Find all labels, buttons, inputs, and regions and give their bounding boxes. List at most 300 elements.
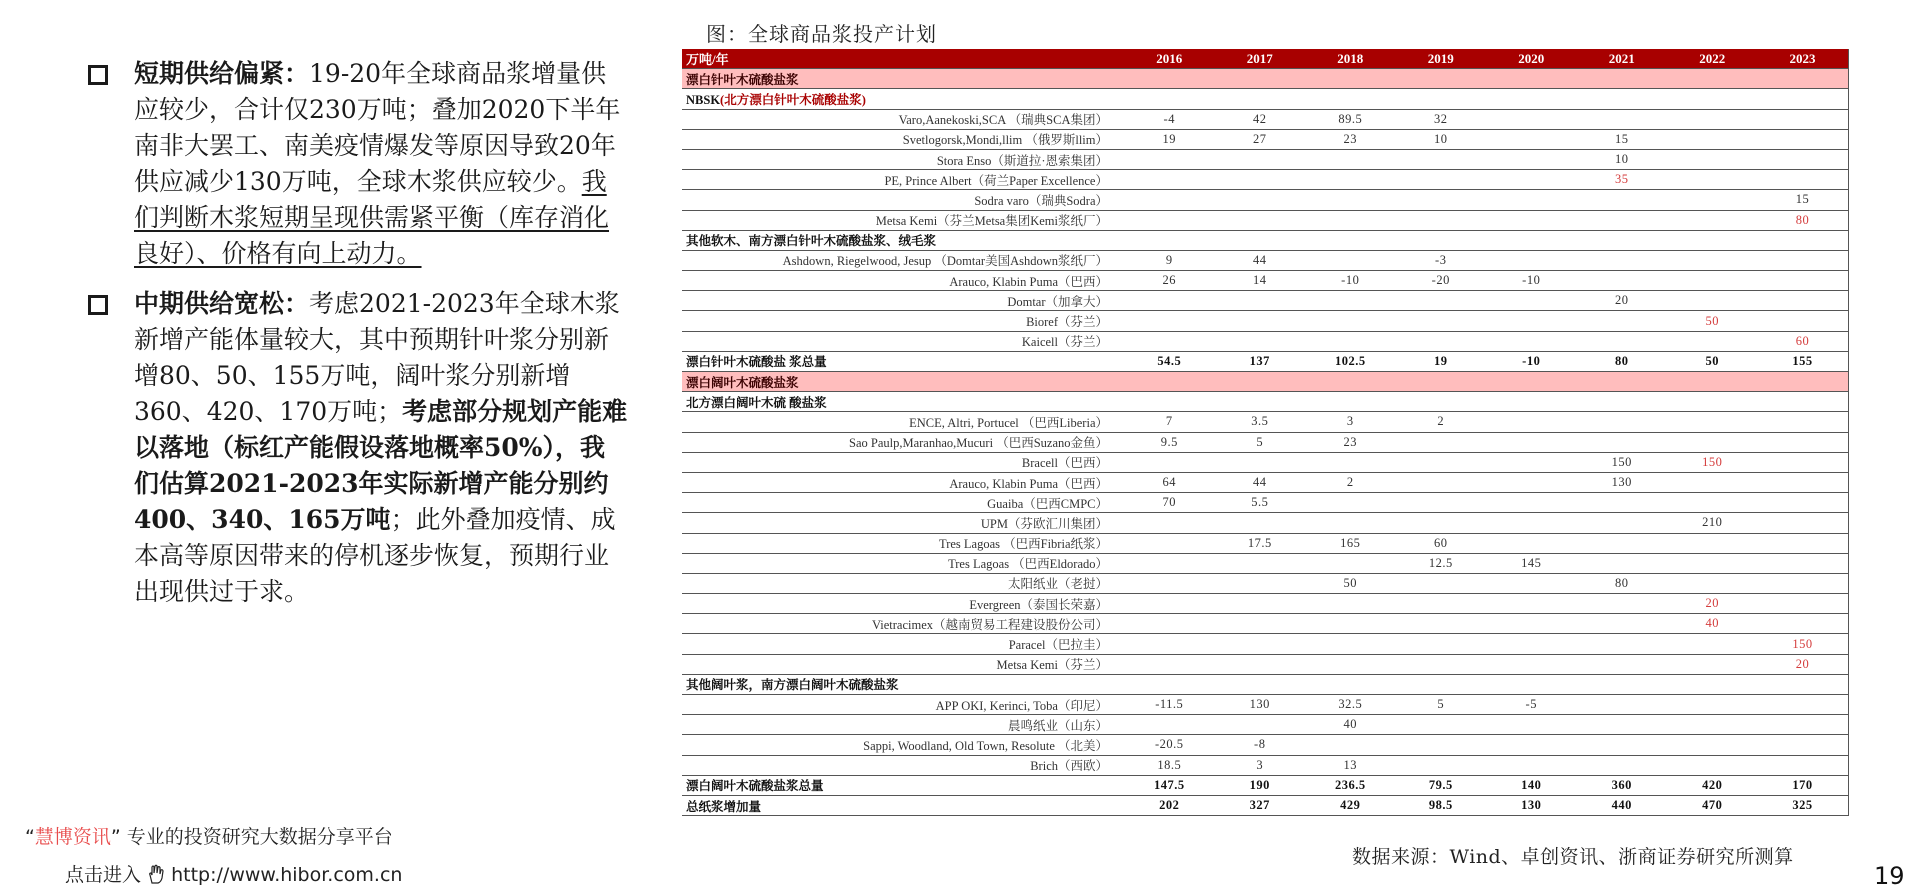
row-label: ENCE, Altri, Portucel （巴西Liberia）	[682, 412, 1124, 432]
table-cell: 7	[1124, 412, 1215, 432]
table-cell	[1396, 190, 1487, 210]
table-cell	[1305, 735, 1396, 755]
row-label: APP OKI, Kerinci, Toba（印尼）	[682, 695, 1124, 715]
table-cell	[1577, 513, 1668, 533]
table-cell: 325	[1758, 795, 1849, 815]
table-cell: 70	[1124, 493, 1215, 513]
table-cell: 140	[1486, 775, 1577, 795]
table-row	[682, 452, 1848, 472]
table-row	[682, 614, 1848, 634]
hibor-slogan	[25, 822, 393, 849]
table-cell: -8	[1215, 735, 1306, 755]
row-label: Arauco, Klabin Puma（巴西）	[682, 271, 1124, 291]
table-cell: 3	[1305, 412, 1396, 432]
year-header: 2021	[1577, 49, 1668, 69]
subsection-header-row	[682, 89, 1848, 109]
table-cell: 150	[1667, 452, 1758, 472]
table-cell	[1758, 735, 1849, 755]
table-cell	[1124, 594, 1215, 614]
table-cell	[1577, 553, 1668, 573]
table-row	[682, 210, 1848, 230]
hibor-link-line[interactable]	[65, 860, 402, 887]
row-label: Paracel（巴拉圭）	[682, 634, 1124, 654]
table-cell: 54.5	[1124, 351, 1215, 371]
table-row	[682, 493, 1848, 513]
table-cell: 98.5	[1396, 795, 1487, 815]
table-cell	[1486, 432, 1577, 452]
table-cell	[1396, 594, 1487, 614]
table-cell	[1667, 331, 1758, 351]
table-cell: 20	[1667, 594, 1758, 614]
table-cell	[1396, 513, 1487, 533]
row-label: Domtar（加拿大）	[682, 291, 1124, 311]
table-cell	[1667, 250, 1758, 270]
year-header: 2016	[1124, 49, 1215, 69]
table-cell: -10	[1486, 351, 1577, 371]
pulp-capacity-table	[682, 49, 1849, 816]
table-cell	[1758, 513, 1849, 533]
table-cell: 20	[1758, 654, 1849, 674]
table-row	[682, 715, 1848, 735]
table-cell	[1667, 715, 1758, 735]
table-row	[682, 170, 1848, 190]
table-cell: 420	[1667, 775, 1758, 795]
table-cell: 23	[1305, 129, 1396, 149]
table-cell	[1486, 210, 1577, 230]
table-cell	[1577, 311, 1668, 331]
table-cell	[1396, 472, 1487, 492]
table-cell: 150	[1758, 634, 1849, 654]
table-cell	[1758, 715, 1849, 735]
table-cell	[1667, 553, 1758, 573]
table-cell	[1577, 493, 1668, 513]
row-label: Bioref（芬兰）	[682, 311, 1124, 331]
table-cell	[1486, 573, 1577, 593]
table-row	[682, 291, 1848, 311]
table-cell	[1486, 311, 1577, 331]
table-row	[682, 190, 1848, 210]
table-cell: 440	[1577, 795, 1668, 815]
table-cell: 210	[1667, 513, 1758, 533]
table-cell	[1305, 170, 1396, 190]
quote-open: “	[25, 826, 35, 848]
row-label: Tres Lagoas （巴西Eldorado）	[682, 553, 1124, 573]
table-cell: 3.5	[1215, 412, 1306, 432]
table-cell	[1305, 452, 1396, 472]
table-cell	[1396, 432, 1487, 452]
table-cell: 130	[1577, 472, 1668, 492]
row-label: 晨鸣纸业（山东）	[682, 715, 1124, 735]
table-cell: 145	[1486, 553, 1577, 573]
table-cell	[1486, 170, 1577, 190]
section-label: 北方漂白阔叶木硫 酸盐浆	[682, 392, 1848, 412]
table-cell	[1486, 513, 1577, 533]
table-cell: 79.5	[1396, 775, 1487, 795]
section-label-prefix: NBSK	[686, 92, 721, 107]
row-label: Vietracimex（越南贸易工程建设股份公司）	[682, 614, 1124, 634]
section-header-row	[682, 69, 1848, 89]
table-cell	[1758, 614, 1849, 634]
table-cell	[1577, 695, 1668, 715]
table-cell: 20	[1577, 291, 1668, 311]
subsection-header-row	[682, 392, 1848, 412]
section-label-text: (北方漂白针叶木硫酸盐浆)	[720, 92, 866, 107]
table-cell: 50	[1305, 573, 1396, 593]
table-cell	[1396, 573, 1487, 593]
table-cell	[1667, 210, 1758, 230]
table-cell: 40	[1667, 614, 1758, 634]
year-header: 2018	[1305, 49, 1396, 69]
table-cell	[1124, 190, 1215, 210]
table-cell	[1486, 250, 1577, 270]
section-label: 漂白针叶木硫酸盐浆	[682, 69, 1848, 89]
table-row	[682, 654, 1848, 674]
table-cell	[1758, 250, 1849, 270]
table-cell	[1305, 250, 1396, 270]
section-label	[682, 89, 1848, 109]
table-cell	[1215, 170, 1306, 190]
table-cell: 26	[1124, 271, 1215, 291]
table-cell: 27	[1215, 129, 1306, 149]
table-cell	[1577, 331, 1668, 351]
table-cell: 32	[1396, 109, 1487, 129]
year-header: 2023	[1758, 49, 1849, 69]
table-cell: 165	[1305, 533, 1396, 553]
row-label: Sodra varo（瑞典Sodra）	[682, 190, 1124, 210]
table-cell	[1486, 755, 1577, 775]
table-cell	[1124, 170, 1215, 190]
square-bullet-icon	[88, 65, 108, 85]
table-cell: 9.5	[1124, 432, 1215, 452]
table-cell	[1577, 755, 1668, 775]
total-row	[682, 775, 1848, 795]
section-label: 其他阔叶浆，南方漂白阔叶木硫酸盐浆	[682, 674, 1848, 694]
row-label: Sappi, Woodland, Old Town, Resolute （北美）	[682, 735, 1124, 755]
row-label: Sao Paulp,Maranhao,Mucuri （巴西Suzano金鱼）	[682, 432, 1124, 452]
table-cell	[1577, 190, 1668, 210]
table-cell	[1667, 634, 1758, 654]
table-cell	[1396, 614, 1487, 634]
table-cell	[1215, 715, 1306, 735]
total-row	[682, 795, 1848, 815]
section-label: 其他软木、南方漂白针叶木硫酸盐浆、绒毛浆	[682, 230, 1848, 250]
table-cell	[1667, 432, 1758, 452]
table-cell	[1486, 533, 1577, 553]
table-cell: 155	[1758, 351, 1849, 371]
table-cell	[1396, 715, 1487, 735]
row-label: Kaicell（芬兰）	[682, 331, 1124, 351]
table-cell: 10	[1396, 129, 1487, 149]
table-row	[682, 513, 1848, 533]
table-cell: 236.5	[1305, 775, 1396, 795]
table-cell	[1667, 735, 1758, 755]
table-cell: 40	[1305, 715, 1396, 735]
table-row	[682, 634, 1848, 654]
table-cell	[1305, 493, 1396, 513]
table-cell: 19	[1124, 129, 1215, 149]
pointer-hand-icon	[147, 864, 165, 884]
row-label: Varo,Aanekoski,SCA （瑞典SCA集团）	[682, 109, 1124, 129]
table-cell: 80	[1758, 210, 1849, 230]
table-cell	[1667, 271, 1758, 291]
table-cell: 60	[1396, 533, 1487, 553]
table-cell	[1305, 149, 1396, 169]
table-cell	[1758, 291, 1849, 311]
table-cell: 3	[1215, 755, 1306, 775]
table-cell	[1124, 573, 1215, 593]
table-cell	[1305, 331, 1396, 351]
year-header: 2019	[1396, 49, 1487, 69]
table-cell	[1124, 533, 1215, 553]
row-label: Bracell（巴西）	[682, 452, 1124, 472]
row-label: Svetlogorsk,Mondi,llim （俄罗斯llim）	[682, 129, 1124, 149]
row-label: Metsa Kemi（芬兰）	[682, 654, 1124, 674]
table-cell	[1486, 129, 1577, 149]
table-cell	[1577, 250, 1668, 270]
table-cell	[1758, 452, 1849, 472]
table-cell	[1577, 715, 1668, 735]
table-cell	[1486, 331, 1577, 351]
table-row	[682, 311, 1848, 331]
table-cell: -10	[1486, 271, 1577, 291]
table-cell	[1486, 634, 1577, 654]
table-cell	[1667, 493, 1758, 513]
table-cell	[1758, 533, 1849, 553]
table-cell	[1215, 654, 1306, 674]
table-cell	[1396, 735, 1487, 755]
table-row	[682, 250, 1848, 270]
table-cell	[1305, 553, 1396, 573]
table-cell	[1667, 472, 1758, 492]
table-cell: 5	[1396, 695, 1487, 715]
table-cell	[1396, 452, 1487, 472]
table-cell	[1486, 472, 1577, 492]
table-cell	[1758, 472, 1849, 492]
table-cell	[1305, 594, 1396, 614]
table-cell: 202	[1124, 795, 1215, 815]
table-cell	[1486, 654, 1577, 674]
table-cell	[1667, 170, 1758, 190]
slogan-text: 专业的投资研究大数据分享平台	[126, 826, 393, 848]
table-cell: 147.5	[1124, 775, 1215, 795]
table-cell	[1215, 594, 1306, 614]
table-cell: 42	[1215, 109, 1306, 129]
table-cell	[1215, 452, 1306, 472]
table-row	[682, 533, 1848, 553]
row-label: 总纸浆增加量	[682, 795, 1124, 815]
row-label: 漂白针叶木硫酸盐 浆总量	[682, 351, 1124, 371]
table-cell	[1577, 614, 1668, 634]
table-cell: 14	[1215, 271, 1306, 291]
table-cell: 429	[1305, 795, 1396, 815]
table-cell	[1215, 513, 1306, 533]
table-cell	[1577, 594, 1668, 614]
table-cell: 2	[1305, 472, 1396, 492]
table-cell	[1124, 715, 1215, 735]
data-source-note: 数据来源：Wind、卓创资讯、浙商证券研究所测算	[1352, 846, 1794, 868]
table-cell	[1758, 170, 1849, 190]
table-cell	[1758, 412, 1849, 432]
table-cell: 13	[1305, 755, 1396, 775]
table-cell	[1667, 654, 1758, 674]
table-row	[682, 129, 1848, 149]
brand-name: 慧博资讯	[34, 826, 111, 848]
table-cell: 32.5	[1305, 695, 1396, 715]
table-cell: 190	[1215, 775, 1306, 795]
row-label: 漂白阔叶木硫酸盐浆总量	[682, 775, 1124, 795]
table-cell: 44	[1215, 250, 1306, 270]
table-cell	[1215, 634, 1306, 654]
table-cell	[1396, 311, 1487, 331]
row-label: Guaiba（巴西CMPC）	[682, 493, 1124, 513]
table-row	[682, 755, 1848, 775]
table-cell: 15	[1758, 190, 1849, 210]
row-label: Metsa Kemi（芬兰Metsa集团Kemi浆纸厂）	[682, 210, 1124, 230]
bullet-body: 考虑2021-2023年全球木浆新增产能体量较大，其中预期针叶浆分别新增80、50、155万吨，阔叶浆分别新增360、420、170万吨；	[134, 289, 620, 426]
table-cell	[1577, 109, 1668, 129]
table-cell	[1577, 412, 1668, 432]
table-cell: -10	[1305, 271, 1396, 291]
table-header-row	[682, 49, 1848, 69]
table-cell: 15	[1577, 129, 1668, 149]
table-cell	[1758, 109, 1849, 129]
table-cell	[1667, 573, 1758, 593]
table-cell	[1577, 634, 1668, 654]
table-cell	[1758, 573, 1849, 593]
table-cell	[1305, 614, 1396, 634]
table-cell: 80	[1577, 351, 1668, 371]
table-cell	[1215, 573, 1306, 593]
table-cell: -20	[1396, 271, 1487, 291]
table-cell: 35	[1577, 170, 1668, 190]
table-row	[682, 432, 1848, 452]
table-cell: 130	[1486, 795, 1577, 815]
table-cell: 170	[1758, 775, 1849, 795]
table-cell: 360	[1577, 775, 1668, 795]
hibor-url-link[interactable]: http://www.hibor.com.cn	[171, 864, 403, 886]
table-cell	[1667, 109, 1758, 129]
table-cell	[1486, 493, 1577, 513]
table-row	[682, 695, 1848, 715]
row-label: Brich（西欧）	[682, 755, 1124, 775]
subsection-header-row	[682, 674, 1848, 694]
bullet-tail: ；此外叠加疫情、成本高等原因带来的停机逐步恢复，预期行业出现供过于求。	[134, 505, 616, 606]
table-cell: 18.5	[1124, 755, 1215, 775]
year-header: 2022	[1667, 49, 1758, 69]
table-cell	[1577, 654, 1668, 674]
table-cell	[1667, 291, 1758, 311]
table-cell	[1215, 149, 1306, 169]
table-cell	[1758, 493, 1849, 513]
total-row	[682, 351, 1848, 371]
table-cell: -20.5	[1124, 735, 1215, 755]
table-cell	[1215, 190, 1306, 210]
bullet-body: 19-20年全球商品浆增量供应较少，合计仅230万吨；叠加2020下半年南非大罢工、南美疫情爆发等原因导致20年供应减少130万吨，全球木浆供应较少。	[134, 59, 621, 196]
table-cell: 44	[1215, 472, 1306, 492]
table-cell	[1577, 432, 1668, 452]
table-row	[682, 412, 1848, 432]
row-label: Arauco, Klabin Puma（巴西）	[682, 472, 1124, 492]
table-cell	[1396, 331, 1487, 351]
table-cell	[1667, 149, 1758, 169]
table-cell	[1215, 291, 1306, 311]
table-cell	[1124, 614, 1215, 634]
table-body	[682, 69, 1848, 816]
year-header: 2020	[1486, 49, 1577, 69]
table-cell	[1396, 210, 1487, 230]
table-cell	[1396, 493, 1487, 513]
table-cell	[1305, 311, 1396, 331]
table-cell: 17.5	[1215, 533, 1306, 553]
table-cell	[1396, 291, 1487, 311]
table-cell: 23	[1305, 432, 1396, 452]
table-cell	[1577, 533, 1668, 553]
table-cell: 64	[1124, 472, 1215, 492]
table-cell	[1124, 210, 1215, 230]
table-cell	[1124, 331, 1215, 351]
table-cell	[1577, 271, 1668, 291]
bullet-short-term	[88, 56, 628, 272]
table-cell: 102.5	[1305, 351, 1396, 371]
table-cell	[1758, 594, 1849, 614]
table-cell: 5.5	[1215, 493, 1306, 513]
row-label: PE, Prince Albert（荷兰Paper Excellence）	[682, 170, 1124, 190]
square-bullet-icon	[88, 295, 108, 315]
table-cell	[1667, 533, 1758, 553]
table-cell	[1486, 614, 1577, 634]
bullet-heading: 短期供给偏紧：	[134, 59, 310, 88]
table-cell: 137	[1215, 351, 1306, 371]
row-label: UPM（芬欧汇川集团）	[682, 513, 1124, 533]
table-cell: 10	[1577, 149, 1668, 169]
table-row	[682, 331, 1848, 351]
section-label: 漂白阔叶木硫酸盐浆	[682, 372, 1848, 392]
table-cell	[1124, 452, 1215, 472]
row-label: 太阳纸业（老挝）	[682, 573, 1124, 593]
table-row	[682, 573, 1848, 593]
table-cell	[1758, 271, 1849, 291]
table-cell	[1215, 311, 1306, 331]
table-cell	[1124, 149, 1215, 169]
table-cell: 50	[1667, 311, 1758, 331]
table-cell: 130	[1215, 695, 1306, 715]
figure-title: 图：全球商品浆投产计划	[706, 22, 937, 46]
bullet-mid-term	[88, 286, 628, 610]
table-cell	[1124, 513, 1215, 533]
bullet-bold-conclusion: 考虑部分规划产能难以落地（标红产能假设落地概率50%），我们估算2021-2023年实际新增产能分别约400、340、165万吨	[134, 397, 628, 534]
enter-label: 点击进入	[65, 864, 142, 886]
table-cell: 60	[1758, 331, 1849, 351]
table-cell	[1486, 149, 1577, 169]
table-cell	[1305, 190, 1396, 210]
bullet-heading: 中期供给宽松：	[134, 289, 310, 318]
table-cell	[1124, 634, 1215, 654]
table-cell	[1486, 594, 1577, 614]
table-cell	[1486, 735, 1577, 755]
table-cell	[1305, 634, 1396, 654]
table-cell	[1124, 291, 1215, 311]
table-cell	[1667, 755, 1758, 775]
year-header: 2017	[1215, 49, 1306, 69]
table-row	[682, 149, 1848, 169]
section-header-row	[682, 372, 1848, 392]
row-label: Tres Lagoas （巴西Fibria纸浆）	[682, 533, 1124, 553]
table-cell	[1215, 553, 1306, 573]
table-cell	[1396, 634, 1487, 654]
table-cell	[1486, 190, 1577, 210]
table-cell	[1486, 452, 1577, 472]
quote-close: ”	[110, 826, 121, 848]
